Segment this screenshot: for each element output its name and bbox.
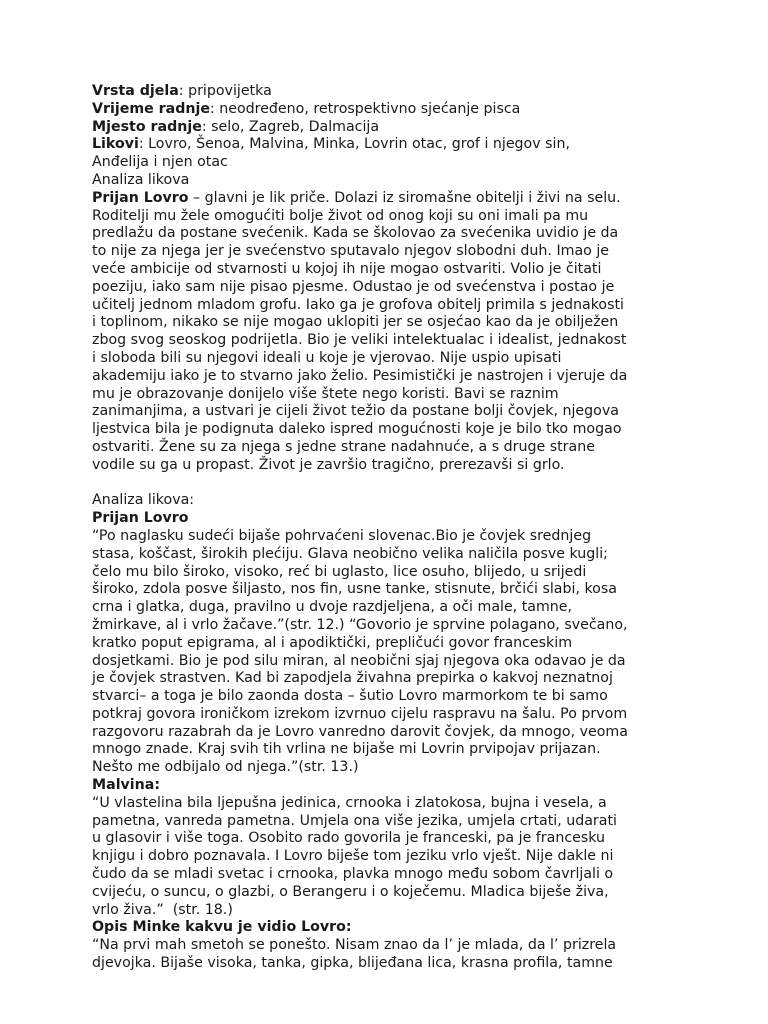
text-line: stasa, koščast, širokih plećiju. Glava neobično velika naličila posve kugli; [92,545,608,562]
document-page [92,83,692,973]
text-line: “Po naglasku sudeći bijaše pohrvaćeni slovenac.Bio je čovjek srednjeg [92,527,592,544]
text-line: poeziju, iako sam nije pisao pjesme. Odustao je od svećenstva i postao je [92,278,615,295]
text-line: zanimanjima, a ustvari je cijeli život težio da postane bolji čovjek, njegova [92,403,619,420]
text-line: veće ambicije od stvarnosti u kojoj ih nije mogao ostvariti. Volio je čitati [92,260,602,277]
text-line: vodile su ga u propast. Život je završio tragično, prerezavši si grlo. [92,456,565,473]
text-line: kratko poput epigrama, al i apodiktički, prepličući govor franceskim [92,634,573,651]
text-line: učitelj jednom mladom grofu. Iako ga je grofova obitelj primila s jednakosti [92,296,624,313]
text-line: i sloboda bili su njegovi ideali u koje je vjerovao. Nije uspio upisati [92,349,562,366]
meta-likovi: Likovi: Lovro, Šenoa, Malvina, Minka, Lovrin otac, grof i njegov sin, [92,136,570,153]
text-line: to nije za njega jer je svećenstvo sputavalo njegov slobodni duh. Imao je [92,243,609,260]
text-line: akademiju iako je to stvarno jako želio. Pesimistički je nastrojen i vjeruje da [92,367,628,384]
lovro-intro-line: Prijan Lovro – glavni je lik priče. Dolazi iz siromašne obitelji i živi na selu. [92,189,621,206]
text-line: mnogo znade. Kraj svih tih vrlina ne bijaše mi Lovrin prvipojav prijazan. [92,741,601,758]
text-line: Nešto me odbijalo od njega.”(str. 13.) [92,759,359,776]
text-line: žmirkave, al i vrlo žačave.”(str. 12.) “Govorio je sprvine polagano, svečano, [92,616,628,633]
text-line: stvarci– a toga je bilo zaonda dosta – šutio Lovro marmorkom te bi samo [92,688,608,705]
malvina-heading: Malvina: [92,777,161,794]
meta-likovi-continued: Anđelija i njen otac [92,154,228,171]
text-line: široko, zdola posve šiljasto, nos fin, usne tanke, stisnute, brčići slabi, kosa [92,581,617,598]
analiza2-heading: Analiza likova: [92,492,195,509]
text-line: razgovoru razabrah da je Lovro vanredno darovit čovjek, da mnogo, veoma [92,723,628,740]
minka-paragraph [92,937,692,973]
lovro-quote-paragraph [92,528,692,777]
lovro2-heading: Prijan Lovro [92,510,189,527]
text-line: zbog svog seoskog podrijetla. Bio je veliki intelektualac i idealist, jednakost [92,332,627,349]
text-line: “Na prvi mah smetoh se ponešto. Nisam znao da l’ je mlada, da l’ prizrela [92,937,617,954]
text-line: pametna, vanreda pametna. Umjela ona više jezika, umjela crtati, udarati [92,812,617,829]
text-line: predlažu da postane svećenik. Kada se školovao za svećenika uvidio je da [92,225,619,242]
text-line: djevojka. Bijaše visoka, tanka, gipka, blijeđana lica, krasna profila, tamne [92,955,613,972]
text-line: Roditelji mu žele omogućiti bolje život od onog koji su oni imali pa mu [92,207,589,224]
text-line: mu je obrazovanje donijelo više štete nego koristi. Bavi se raznim [92,385,559,402]
text-line: potkraj govora ironičkom izrekom izvrnuo cijelu raspravu na šalu. Po prvom [92,705,628,722]
text-line: cvijeću, o suncu, o glazbi, o Berangeru i o koječemu. Mladica biješe živa, [92,883,609,900]
text-line: crna i glatka, duga, pravilno u dvoje razdjeljena, a oči male, tamne, [92,599,573,616]
text-line: dosjetkami. Bio je pod silu miran, al neobični sjaj njegova oka odavao je da [92,652,626,669]
text-line: je čovjek strastven. Kad bi zapodjela živahna prepirka o kakvoj neznatnoj [92,670,613,687]
text-line: čudo da se mladi svetac i crnooka, plavka mnogo među sobom čavrljali o [92,866,614,883]
analiza-heading: Analiza likova [92,171,190,188]
text-line: ostvariti. Žene su za njega s jedne strane nadahnuće, a s druge strane [92,438,595,455]
text-line: “U vlastelina bila ljepušna jedinica, crnooka i zlatokosa, bujna i vesela, a [92,794,607,811]
lovro-paragraph [92,208,692,475]
meta-vrijeme-radnje: Vrijeme radnje: neodređeno, retrospektivno sjećanje pisca [92,100,521,117]
malvina-paragraph [92,795,692,920]
text-line: u glasovir i više toga. Osobito rado govorila je franceski, pa je francesku [92,830,606,847]
text-line: čelo mu bilo široko, visoko, reć bi uglasto, lice osuho, blijedo, u srijedi [92,563,587,580]
text-line: knjigu i dobro poznavala. I Lovro biješe tom jeziku vrlo vješt. Nije dakle ni [92,848,614,865]
meta-mjesto-radnje: Mjesto radnje: selo, Zagreb, Dalmacija [92,118,380,135]
text-line: vrlo živa.” (str. 18.) [92,901,233,918]
text-line: i toplinom, nikako se nije mogao uklopiti jer se osjećao kao da je obilježen [92,314,619,331]
text-line: ljestvica bila je podignuta daleko ispred mogućnosti koje je bilo tko mogao [92,421,622,438]
meta-vrsta-djela: Vrsta djela: pripovijetka [92,83,272,99]
minka-heading: Opis Minke kakvu je vidio Lovro: [92,919,352,936]
spacer [92,475,692,493]
